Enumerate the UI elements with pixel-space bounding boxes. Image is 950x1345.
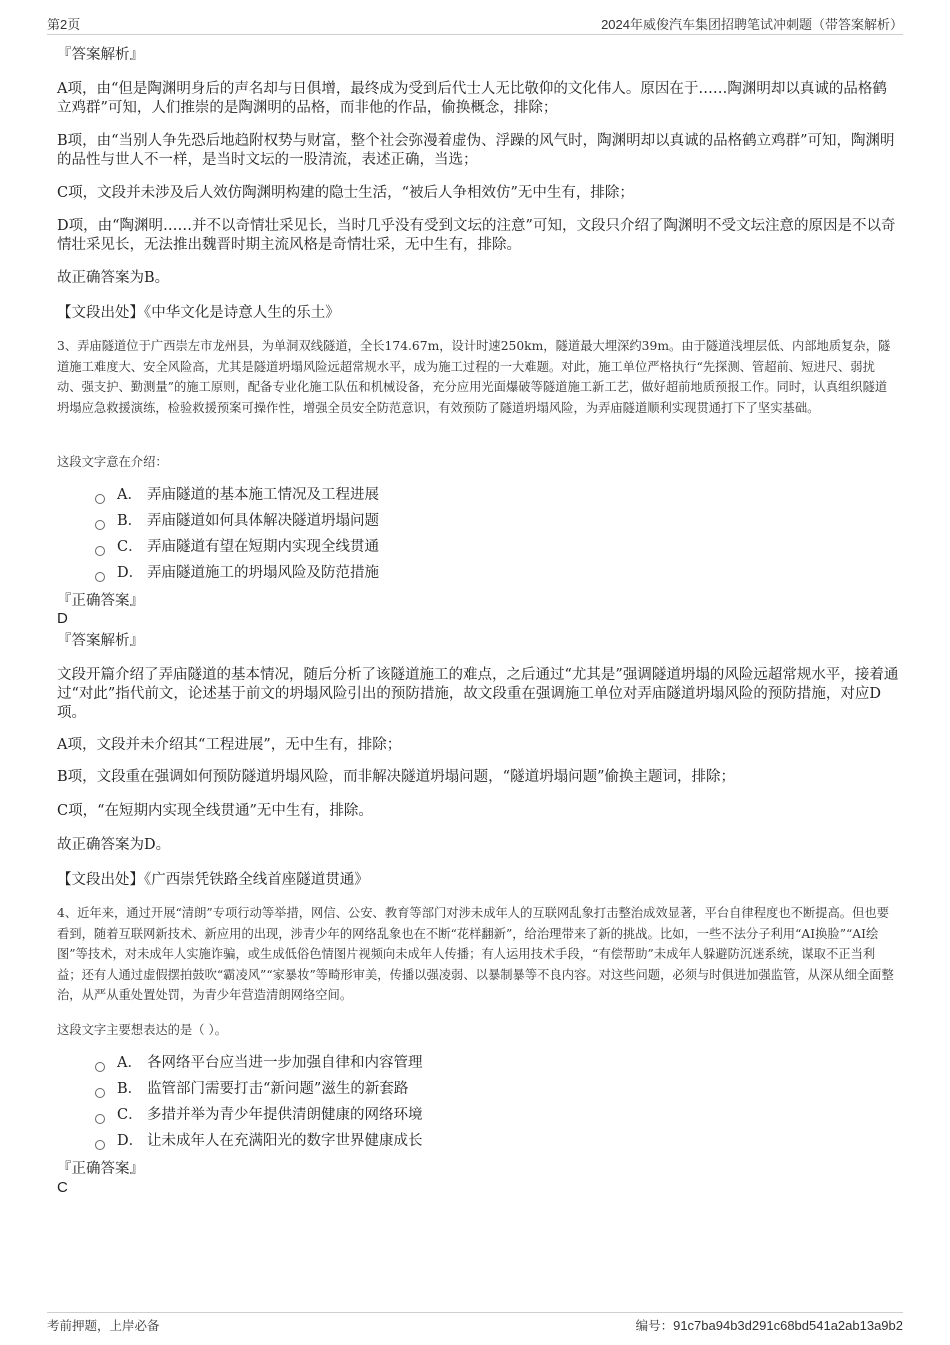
option-letter: A． (117, 1055, 142, 1071)
correct-answer: C (57, 1179, 68, 1196)
correct-answer-heading: 『正确答案』 (57, 593, 144, 609)
analysis-paragraph: 文段开篇介绍了弄庙隧道的基本情况，随后分析了该隧道施工的难点，之后通过“尤其是”强调隧道坍塌的风险远超常规水平，接着通过“对此”指代前文，论述基于前文的坍塌风险引出的预防措施，故文段重在强调施工单位对弄庙隧道坍塌风险的预防措施，对应D项。 (57, 667, 899, 721)
question-stem: 这段文字意在介绍： (57, 455, 168, 469)
radio-icon[interactable] (95, 1062, 105, 1072)
option-text: 弄庙隧道的基本施工情况及工程进展 (147, 487, 379, 503)
analysis-paragraph: A项，由“但是陶渊明身后的声名却与日俱增，最终成为受到后代士人无比敬仰的文化伟人。原因在于……陶渊明却以真诚的品格鹤立鸡群”可知，人们推崇的是陶渊明的品格，而非他的作品，偷换概念，排除； (57, 81, 887, 116)
question-passage: 4、近年来，通过开展“清朗”专项行动等举措，网信、公安、教育等部门对涉未成年人的互联网乱象打击整治成效显著，平台自律程度也不断提高。但也要看到，随着互联网新技术、新应用的出现，涉青少年的网络乱象也在不断“花样翻新”，给治理带来了新的挑战。比如，一些不法分子利用“AI换脸”“AI绘图”等技术，对未成年人实施诈骗，或生成低俗色情图片视频向未成年人传播；有人运用技术手段，“有偿帮助”未成年人躲避防沉迷系统，谋取不正当利益；还有人通过虚假摆拍鼓吹“霸凌风”“家暴妆”等畸形审美，传播以强凌弱、以暴制暴等不良内容。对这些问题，必须与时俱进加强监管，从深从细全面整治，从严从重处置处罚，为青少年营造清朗网络空间。 (57, 906, 894, 1002)
page-footer (47, 1312, 903, 1333)
option-text: 弄庙隧道施工的坍塌风险及防范措施 (147, 565, 379, 581)
correct-answer-heading: 『正确答案』 (57, 1161, 144, 1177)
option-b[interactable] (95, 512, 379, 531)
option-text: 监管部门需要打击“新问题”滋生的新套路 (147, 1081, 409, 1097)
analysis-heading: 『答案解析』 (57, 47, 144, 63)
radio-icon[interactable] (95, 1140, 105, 1150)
source-citation: 【文段出处】《广西崇凭铁路全线首座隧道贯通》 (57, 872, 369, 888)
analysis-paragraph: B项，由“当别人争先恐后地趋附权势与财富，整个社会弥漫着虚伪、浮躁的风气时，陶渊明却以真诚的品格鹤立鸡群”可知，陶渊明的品性与世人不一样，是当时文坛的一股清流，表述正确，当选； (57, 133, 895, 168)
page-number: 第2页 (47, 17, 81, 32)
document-title: 2024年威俊汽车集团招聘笔试冲刺题（带答案解析） (601, 17, 903, 32)
correct-answer: D (57, 610, 68, 627)
option-letter: B． (117, 1081, 143, 1097)
option-text: 多措并举为青少年提供清朗健康的网络环境 (147, 1107, 423, 1123)
analysis-paragraph: D项，由“陶渊明……并不以奇情壮采见长，当时几乎没有受到文坛的注意”可知，文段只介绍了陶渊明不受文坛注意的原因是不以奇情壮采见长，无法推出魏晋时期主流风格是奇情壮采，无中生有，排除。 (57, 218, 896, 253)
radio-icon[interactable] (95, 494, 105, 504)
analysis-paragraph: C项，“在短期内实现全线贯通”无中生有，排除。 (57, 803, 373, 819)
option-a[interactable] (95, 486, 379, 505)
option-letter: D． (117, 565, 144, 581)
option-a[interactable] (95, 1054, 423, 1073)
option-text: 让未成年人在充满阳光的数字世界健康成长 (147, 1133, 423, 1149)
page-header (47, 10, 903, 35)
option-c[interactable] (95, 538, 379, 557)
option-letter: B． (117, 513, 143, 529)
document-code (636, 1316, 903, 1334)
footer-slogan: 考前押题，上岸必备 (47, 1318, 160, 1333)
analysis-heading: 『答案解析』 (57, 633, 144, 649)
conclusion: 故正确答案为B。 (57, 270, 170, 286)
analysis-paragraph: A项，文段并未介绍其“工程进展”，无中生有，排除； (57, 737, 402, 753)
analysis-paragraph: C项，文段并未涉及后人效仿陶渊明构建的隐士生活，“被后人争相效仿”无中生有，排除； (57, 185, 634, 201)
source-citation: 【文段出处】《中华文化是诗意人生的乐土》 (57, 305, 340, 321)
option-d[interactable] (95, 1132, 423, 1151)
option-text: 弄庙隧道如何具体解决隧道坍塌问题 (147, 513, 379, 529)
code-label: 编号： (635, 1318, 674, 1333)
option-letter: A． (117, 487, 142, 503)
conclusion: 故正确答案为D。 (57, 837, 171, 853)
option-text: 各网络平台应当进一步加强自律和内容管理 (147, 1055, 423, 1071)
question-passage: 3、弄庙隧道位于广西崇左市龙州县，为单洞双线隧道，全长174.67m，设计时速250km，隧道最大埋深约39m。由于隧道浅埋层低、内部地质复杂，隧道施工难度大、安全风险高，尤其是隧道坍塌风险远超常规水平，成为施工过程的一大难题。对此，施工单位严格执行“先探测、管超前、短进尺、弱扰动、强支护、勤测量”的施工原则，配备专业化施工队伍和机械设备，充分应用光面爆破等隧道施工新工艺，做好超前地质预报工作。同时，认真组织隧道坍塌应急救援演练，检验救援预案可操作性，增强全员安全防范意识，有效预防了隧道坍塌风险，为弄庙隧道顺利实现贯通打下了坚实基础。 (57, 339, 891, 415)
option-letter: C． (117, 539, 143, 555)
radio-icon[interactable] (95, 1088, 105, 1098)
code-value: 91c7ba94b3d291c68bd541a2ab13a9b2 (673, 1318, 903, 1333)
question-stem: 这段文字主要想表达的是（ ）。 (57, 1023, 227, 1037)
radio-icon[interactable] (95, 520, 105, 530)
option-letter: D． (117, 1133, 144, 1149)
option-b[interactable] (95, 1080, 408, 1099)
option-letter: C． (117, 1107, 143, 1123)
radio-icon[interactable] (95, 1114, 105, 1124)
option-c[interactable] (95, 1106, 423, 1125)
option-text: 弄庙隧道有望在短期内实现全线贯通 (147, 539, 379, 555)
analysis-paragraph: B项，文段重在强调如何预防隧道坍塌风险，而非解决隧道坍塌问题，“隧道坍塌问题”偷换主题词，排除； (57, 769, 735, 785)
radio-icon[interactable] (95, 572, 105, 582)
option-d[interactable] (95, 564, 379, 583)
radio-icon[interactable] (95, 546, 105, 556)
